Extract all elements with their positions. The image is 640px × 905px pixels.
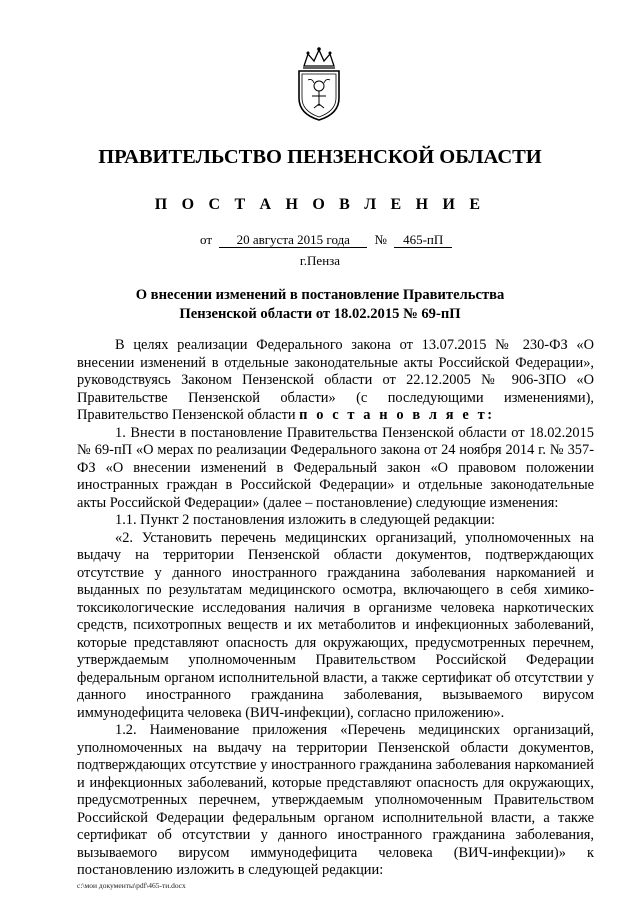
coat-of-arms-icon (290, 46, 348, 122)
subject-line-2: Пензенской области от 18.02.2015 № 69-пП (179, 305, 461, 322)
date-prefix: от (200, 232, 213, 247)
paragraph-item-1: 1. Внести в постановление Правительства Пензенской области от 18.02.2015 № 69-пП «О мерах по реализации Федерального закона от 24 ноября 2014 г. № 357-ФЗ «О внесении изменений в Федеральный закон «О правовом положении иностранных граждан в Российской Федерации» и отдельные законодательные акты Российской Федерации» (далее – постановление) следующие изменения: (77, 424, 594, 511)
document-type: П О С Т А Н О В Л Е Н И Е (154, 196, 486, 213)
paragraph-preamble (77, 337, 594, 425)
city: г.Пенза (299, 253, 341, 268)
paragraph-quoted-item-2: «2. Установить перечень медицинских организаций, уполномоченных на выдачу на территории Пензенской области документов, подтверждающих отсутствие у данного иностранного гражданина заболевания наркоманией и выданных по результатам медицинского осмотра, включающего в себя химико-токсикологические исследования наличия в организме человека наркотических средств, психотропных веществ и их метаболитов и инфекционных заболеваний, которые представляют опасность для окружающих, предусмотренных перечнем, утверждаемым уполномоченным Правительством Российской Федерации федеральным органом исполнительной власти, а также сертификат об отсутствии у данного иностранного гражданина заболевания, вызываемого вирусом иммунодефицита человека (ВИЧ-инфекции), согласно приложению». (77, 529, 594, 721)
paragraph-item-1-1: 1.1. Пункт 2 постановления изложить в следующей редакции: (115, 512, 496, 528)
number-prefix: № (374, 232, 387, 247)
subject-line-1: О внесении изменений в постановление Правительства (135, 287, 505, 303)
date-number-line (200, 232, 480, 248)
document-body (77, 337, 594, 880)
preamble-text: В целях реализации Федерального закона от 13.07.2015 № 230-ФЗ «О внесении изменений в отдельные законодательные акты Российской Федерации», руководствуясь Законом Пензенской области от 22.12.2005 № 906-ЗПО «О Правительстве Пензенской области» (с последующими изменениями), Правительство Пензенской области (77, 337, 594, 423)
file-path-footer: c:\мои документы\pdf\465-ти.docx (77, 881, 186, 890)
document-date: 20 августа 2015 года (219, 233, 367, 248)
resolves-word: п о с т а н о в л я е т: (299, 407, 495, 423)
document-subject (0, 286, 640, 323)
paragraph-item-1-2: 1.2. Наименование приложения «Перечень медицинских организаций, уполномоченных на выдачу на территории Пензенской области документов, подтверждающих отсутствие у иностранного гражданина заболевания наркоманией и инфекционных заболеваний, которые представляют опасность для окружающих, предусмотренных перечнем, утверждаемым уполномоченным Правительством Российской Федерации федеральным органом исполнительной власти, а также сертификат об отсутствии у данного иностранного гражданина заболевания, вызываемого вирусом иммунодефицита человека (ВИЧ-инфекции)» к постановлению изложить в следующей редакции: (77, 722, 594, 878)
document-number: 465-пП (394, 233, 452, 248)
government-title: ПРАВИТЕЛЬСТВО ПЕНЗЕНСКОЙ ОБЛАСТИ (98, 146, 542, 168)
